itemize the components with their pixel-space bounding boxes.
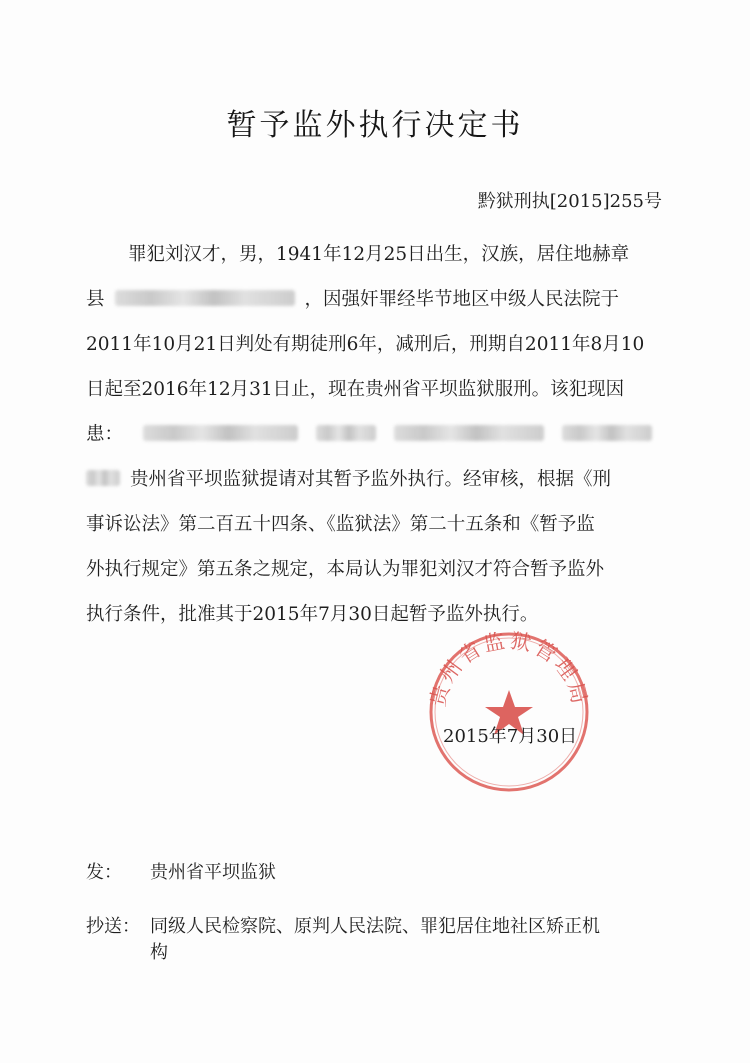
send-to-label: 发：	[86, 862, 122, 883]
redacted-illness-5	[86, 470, 120, 486]
copy-to-value-line1: 同级人民检察院、原判人民法院、罪犯居住地社区矫正机	[150, 916, 600, 937]
redacted-illness-4	[562, 425, 652, 441]
body-line-6	[86, 463, 666, 493]
body-text: ，因强奸罪经毕节地区中级人民法院于	[304, 289, 620, 310]
signing-date: 2015年7月30日	[443, 726, 578, 747]
body-text: 县	[86, 289, 105, 310]
document-number: 黔狱刑执[2015]255号	[477, 191, 662, 212]
body-text: 外执行规定》第五条之规定，本局认为罪犯刘汉才符合暂予监外	[86, 559, 605, 580]
copy-to-label: 抄送：	[86, 916, 140, 937]
document-title: 暂予监外执行决定书	[226, 108, 524, 143]
redacted-illness-1	[143, 425, 298, 441]
body-line-9	[86, 598, 666, 628]
body-text: 事诉讼法》第二百五十四条、《监狱法》第二十五条和《暂予监	[86, 514, 595, 535]
seal-text: 贵州省监狱管理局	[425, 628, 593, 709]
body-line-5	[86, 418, 666, 448]
redacted-address	[115, 290, 295, 306]
body-text: 日起至2016年12月31日止，现在贵州省平坝监狱服刑。该犯现因	[86, 379, 625, 400]
body-line-4	[86, 373, 666, 403]
body-text: 2011年10月21日判处有期徒刑6年，减刑后，刑期自2011年8月10	[86, 334, 645, 355]
body-text: 患：	[86, 424, 124, 445]
body-line-2	[86, 283, 666, 313]
body-line-8	[86, 553, 666, 583]
redacted-illness-2	[316, 425, 376, 441]
official-seal-stamp	[425, 628, 593, 796]
copy-to-value-line2: 构	[150, 942, 168, 963]
redacted-illness-3	[394, 425, 544, 441]
body-text: 执行条件，批准其于2015年7月30日起暂予监外执行。	[86, 604, 539, 625]
body-text: 贵州省平坝监狱提请对其暂予监外执行。经审核，根据《刑	[130, 469, 612, 490]
body-line-7	[86, 508, 666, 538]
body-text: 罪犯刘汉才，男，1941年12月25日出生，汉族，居住地赫章	[128, 244, 630, 265]
send-to-value: 贵州省平坝监狱	[150, 862, 276, 883]
body-line-3	[86, 328, 666, 358]
body-line-1	[128, 238, 666, 268]
